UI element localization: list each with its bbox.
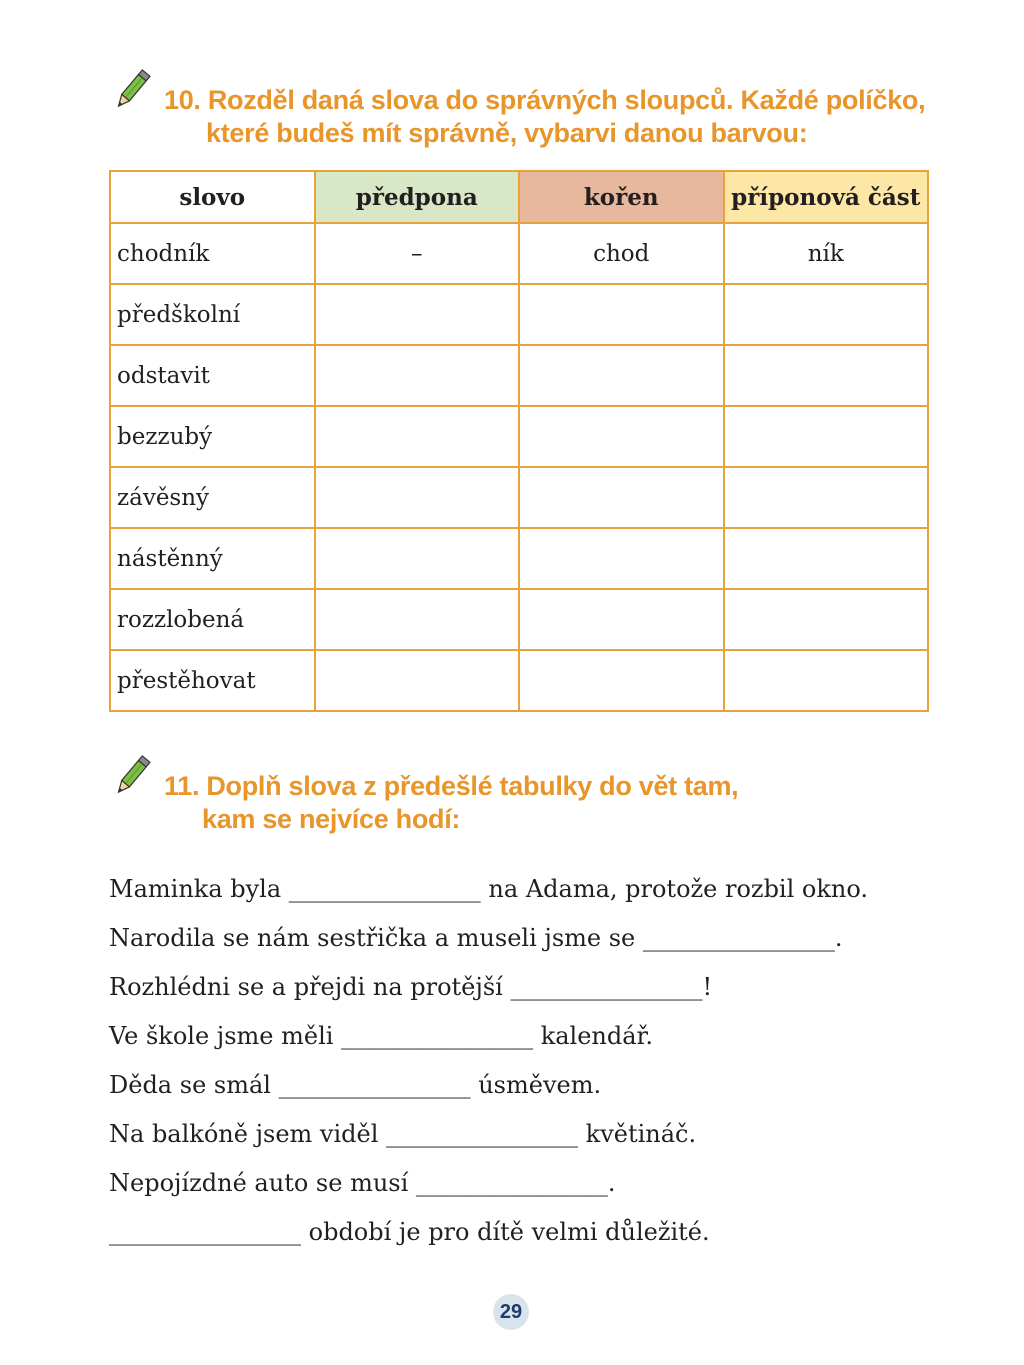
- word-cell: bezzubý: [110, 406, 315, 467]
- sentence: Maminka byla ________________ na Adama, protože rozbil okno.: [109, 875, 869, 903]
- priponova-cast-cell: ník: [724, 223, 929, 284]
- word-cell: předškolní: [110, 284, 315, 345]
- table-row: [110, 284, 928, 345]
- pencil-icon: [108, 66, 156, 114]
- word-cell: přestěhovat: [110, 650, 315, 711]
- task-11-title-line2: kam se nejvíce hodí:: [202, 804, 461, 834]
- predpona-cell[interactable]: [315, 589, 520, 650]
- header-priponova-cast: příponová část: [724, 171, 929, 223]
- predpona-cell[interactable]: [315, 528, 520, 589]
- word-cell: chodník: [110, 223, 315, 284]
- predpona-cell[interactable]: [315, 284, 520, 345]
- koren-cell[interactable]: [519, 284, 724, 345]
- task-11-title-line1: 11. Doplň slova z předešlé tabulky do vět tam,: [164, 771, 739, 801]
- predpona-cell: –: [315, 223, 520, 284]
- header-predpona: předpona: [315, 171, 520, 223]
- page-number: 29: [493, 1294, 529, 1330]
- koren-cell[interactable]: [519, 528, 724, 589]
- header-slovo: slovo: [110, 171, 315, 223]
- table-row: [110, 345, 928, 406]
- table-row: [110, 467, 928, 528]
- word-parts-table: [109, 170, 929, 712]
- word-cell: nástěnný: [110, 528, 315, 589]
- table-row: [110, 406, 928, 467]
- pencil-icon: [108, 752, 156, 800]
- sentence: Ve škole jsme měli ________________ kalendář.: [109, 1022, 654, 1050]
- sentence: Rozhlédni se a přejdi na protější ________________!: [109, 973, 713, 1001]
- sentence: Narodila se nám sestřička a museli jsme se ________________.: [109, 924, 843, 952]
- predpona-cell[interactable]: [315, 345, 520, 406]
- sentence: ________________ období je pro dítě velmi důležité.: [109, 1218, 710, 1246]
- sentence-list: [109, 868, 969, 1260]
- koren-cell[interactable]: [519, 345, 724, 406]
- priponova-cast-cell[interactable]: [724, 467, 929, 528]
- priponova-cast-cell[interactable]: [724, 406, 929, 467]
- table-header-row: [110, 171, 928, 223]
- koren-cell: chod: [519, 223, 724, 284]
- priponova-cast-cell[interactable]: [724, 528, 929, 589]
- word-cell: rozzlobená: [110, 589, 315, 650]
- word-cell: odstavit: [110, 345, 315, 406]
- sentence: Nepojízdné auto se musí ________________.: [109, 1169, 616, 1197]
- priponova-cast-cell[interactable]: [724, 650, 929, 711]
- table-row: [110, 223, 928, 284]
- koren-cell[interactable]: [519, 406, 724, 467]
- sentence: Děda se smál ________________ úsměvem.: [109, 1071, 602, 1099]
- sentence: Na balkóně jsem viděl ________________ květináč.: [109, 1120, 697, 1148]
- task-10-title-line2: které budeš mít správně, vybarvi danou barvou:: [206, 118, 808, 148]
- priponova-cast-cell[interactable]: [724, 284, 929, 345]
- priponova-cast-cell[interactable]: [724, 589, 929, 650]
- header-koren: kořen: [519, 171, 724, 223]
- predpona-cell[interactable]: [315, 406, 520, 467]
- koren-cell[interactable]: [519, 650, 724, 711]
- predpona-cell[interactable]: [315, 467, 520, 528]
- word-cell: závěsný: [110, 467, 315, 528]
- task-10-title: [164, 84, 925, 150]
- table-row: [110, 589, 928, 650]
- task-11-title: [164, 770, 738, 836]
- task-10-title-line1: 10. Rozděl daná slova do správných sloupců. Každé políčko,: [164, 85, 926, 115]
- priponova-cast-cell[interactable]: [724, 345, 929, 406]
- table-row: [110, 650, 928, 711]
- koren-cell[interactable]: [519, 467, 724, 528]
- table-row: [110, 528, 928, 589]
- predpona-cell[interactable]: [315, 650, 520, 711]
- koren-cell[interactable]: [519, 589, 724, 650]
